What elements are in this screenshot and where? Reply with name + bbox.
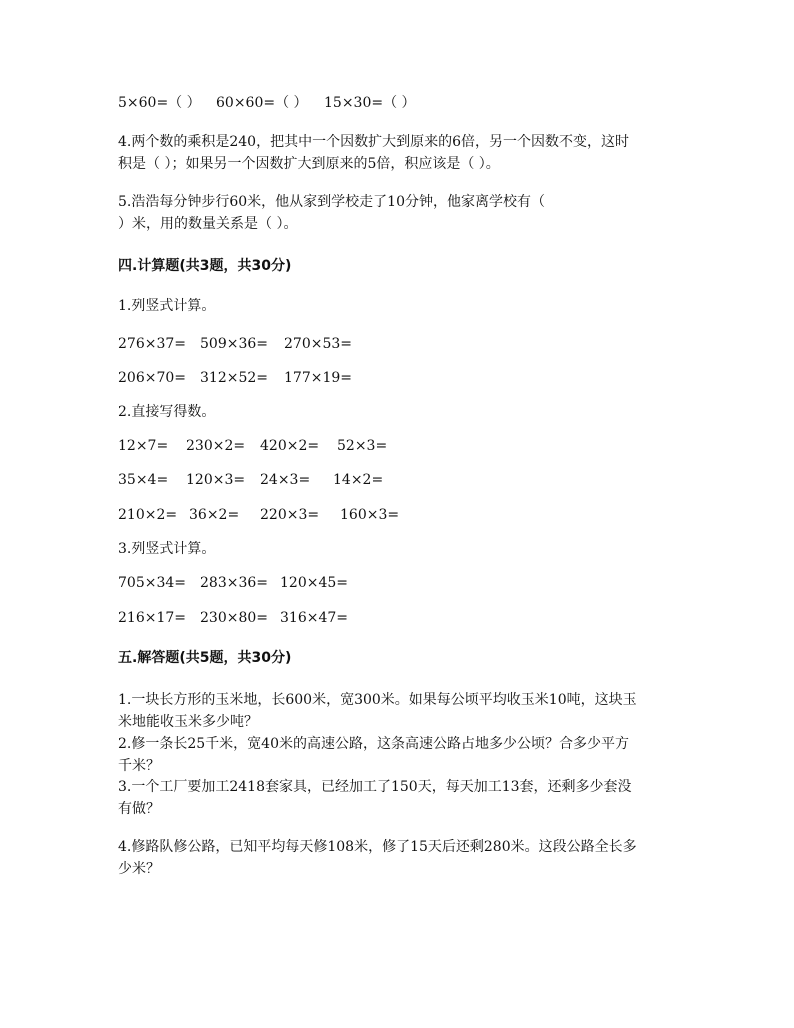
calc-item: 177×19= [284,370,352,386]
calc-item: 420×2= [260,438,320,454]
calc-item: 24×3= [260,472,311,488]
problem-3-line-1: 3.一个工厂要加工2418套家具，已经加工了150天，每天加工13套，还剩多少套没 [118,779,632,795]
calc-item: 36×2= [189,507,240,523]
calc-item: 216×17= [118,610,186,626]
calc-item: 230×2= [186,438,246,454]
calc-item: 160×3= [340,507,400,523]
calc-q1-title: 1.列竖式计算。 [118,298,216,314]
problem-2-line-2: 千米？ [118,758,160,774]
expression: 5×60=（ ） [118,95,201,111]
calc-item: 120×3= [186,472,246,488]
calc-item: 35×4= [118,472,169,488]
expression: 60×60=（ ） [216,95,308,111]
calc-item: 52×3= [337,438,388,454]
calc-item: 230×80= [200,610,268,626]
problem-3-line-2: 有做？ [118,801,160,817]
calc-item: 283×36= [200,575,268,591]
problem-2-line-1: 2.修一条长25千米，宽40米的高速公路，这条高速公路占地多少公顷？合多少平方 [118,736,629,752]
question-4-line-2: 积是（ ）；如果另一个因数扩大到原来的5倍，积应该是（ ）。 [118,156,500,172]
problem-1-line-1: 1.一块长方形的玉米地，长600米，宽300米。如果每公顷平均收玉米10吨，这块玉 [118,692,637,708]
question-4-line-1: 4.两个数的乘积是240，把其中一个因数扩大到原来的6倍，另一个因数不变，这时 [118,134,629,150]
calc-q2-title: 2.直接写得数。 [118,404,216,420]
calc-item: 12×7= [118,438,169,454]
problem-4-line-1: 4.修路队修公路，已知平均每天修108米，修了15天后还剩280米。这段公路全长多 [118,839,637,855]
calc-item: 705×34= [118,575,186,591]
section-4-heading: 四.计算题(共3题，共30分) [118,258,292,274]
calc-item: 316×47= [280,610,348,626]
calc-item: 276×37= [118,336,186,352]
section-5-heading: 五.解答题(共5题，共30分) [118,650,292,666]
problem-1-line-2: 米地能收玉米多少吨？ [118,714,258,730]
problem-4-line-2: 少米？ [118,861,160,877]
calc-item: 509×36= [200,336,268,352]
question-5-line-2: ）米，用的数量关系是（ ）。 [118,216,298,232]
calc-q3-title: 3.列竖式计算。 [118,541,216,557]
calc-item: 210×2= [118,507,178,523]
calc-item: 120×45= [280,575,348,591]
calc-item: 312×52= [200,370,268,386]
calc-item: 14×2= [333,472,384,488]
calc-item: 220×3= [260,507,320,523]
calc-item: 270×53= [284,336,352,352]
calc-item: 206×70= [118,370,186,386]
expression: 15×30=（ ） [324,95,416,111]
question-5-line-1: 5.浩浩每分钟步行60米，他从家到学校走了10分钟，他家离学校有（ [118,194,545,210]
